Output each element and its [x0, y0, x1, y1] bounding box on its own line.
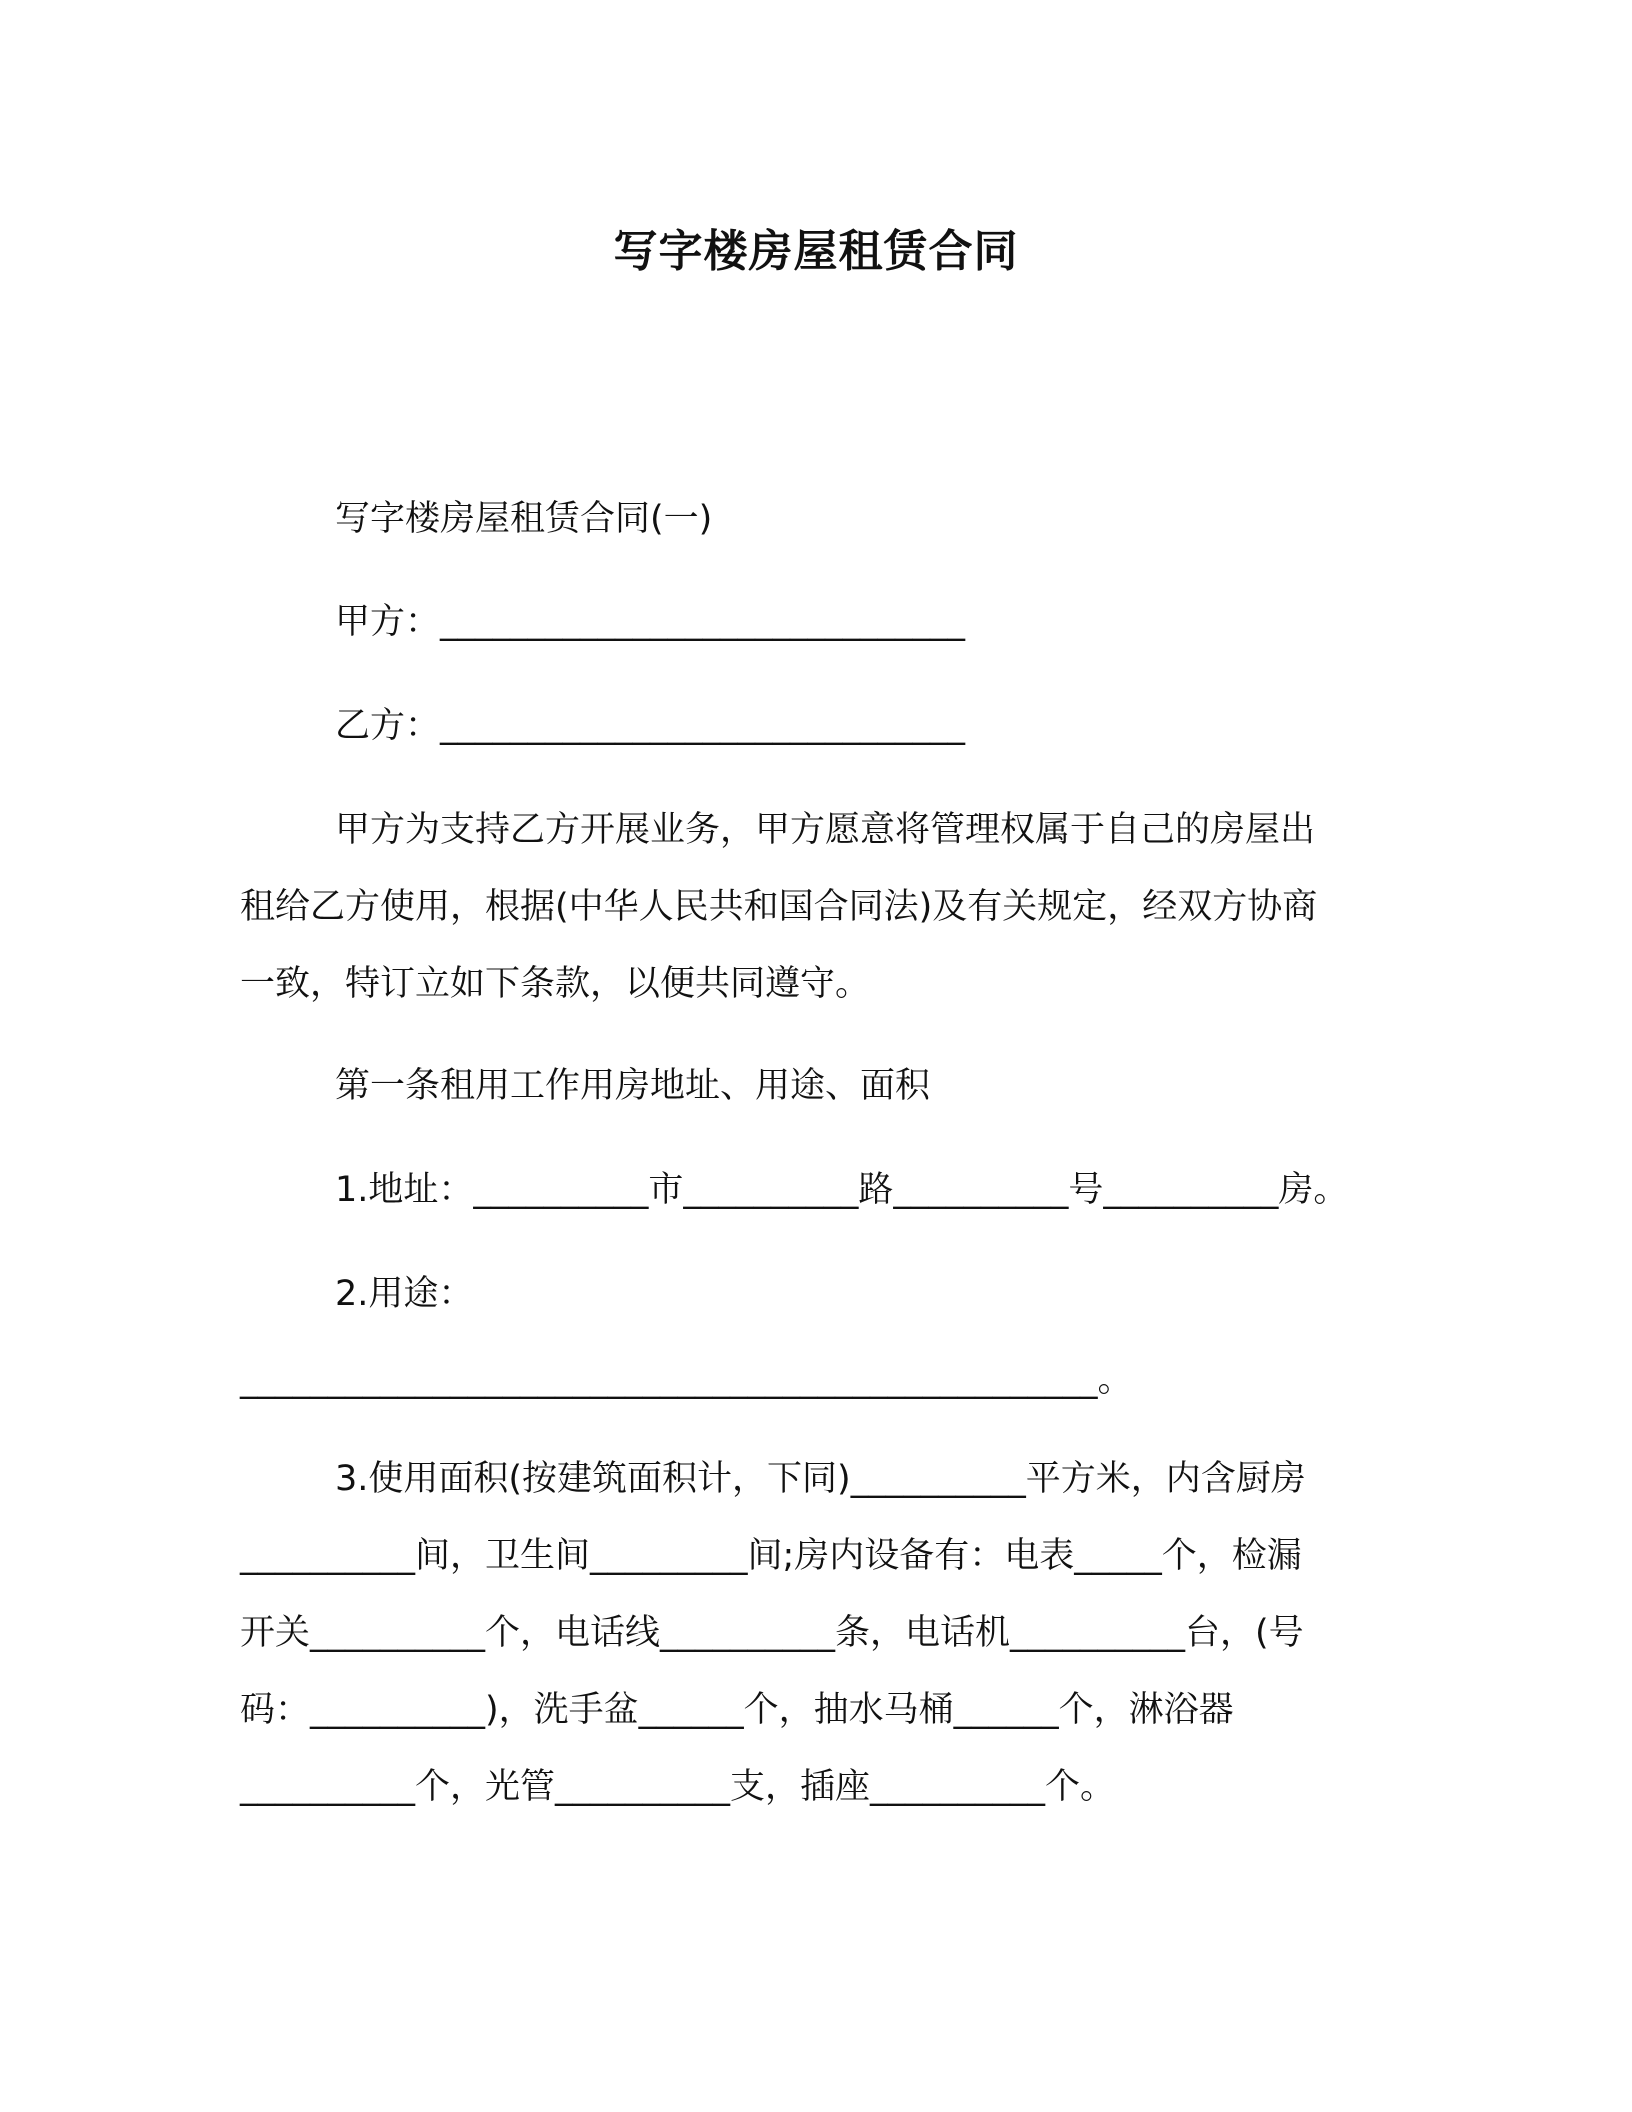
usage-item-blank: _________________________________________________。: [240, 1360, 1133, 1400]
area-item-line-1: 3.使用面积(按建筑面积计，下同)__________平方米，内含厨房: [335, 1459, 1306, 1499]
usage-item-label: 2.用途：: [335, 1274, 474, 1314]
intro-line-2: 租给乙方使用，根据(中华人民共和国合同法)及有关规定，经双方协商: [240, 887, 1318, 927]
intro-line-3: 一致，特订立如下条款，以便共同遵守。: [240, 964, 871, 1004]
area-item-line-3: 开关__________个，电话线__________条，电话机__________台，(号: [240, 1613, 1304, 1653]
article-1-heading: 第一条租用工作用房地址、用途、面积: [335, 1066, 931, 1106]
area-item-line-2: __________间，卫生间_________间;房内设备有：电表_____个，检漏: [240, 1536, 1302, 1576]
document-title: 写字楼房屋租赁合同: [613, 226, 1019, 277]
party-a-field: 甲方：______________________________: [335, 602, 966, 642]
intro-line-1: 甲方为支持乙方开展业务，甲方愿意将管理权属于自己的房屋出: [335, 810, 1316, 850]
contract-subtitle: 写字楼房屋租赁合同(一): [335, 499, 713, 539]
party-b-field: 乙方：______________________________: [335, 706, 966, 746]
area-item-line-4: 码：__________)，洗手盆______个，抽水马桶______个，淋浴器: [240, 1690, 1234, 1730]
address-item: 1.地址：__________市__________路__________号__________房。: [335, 1170, 1349, 1210]
area-item-line-5: __________个，光管__________支，插座__________个。: [240, 1767, 1116, 1807]
